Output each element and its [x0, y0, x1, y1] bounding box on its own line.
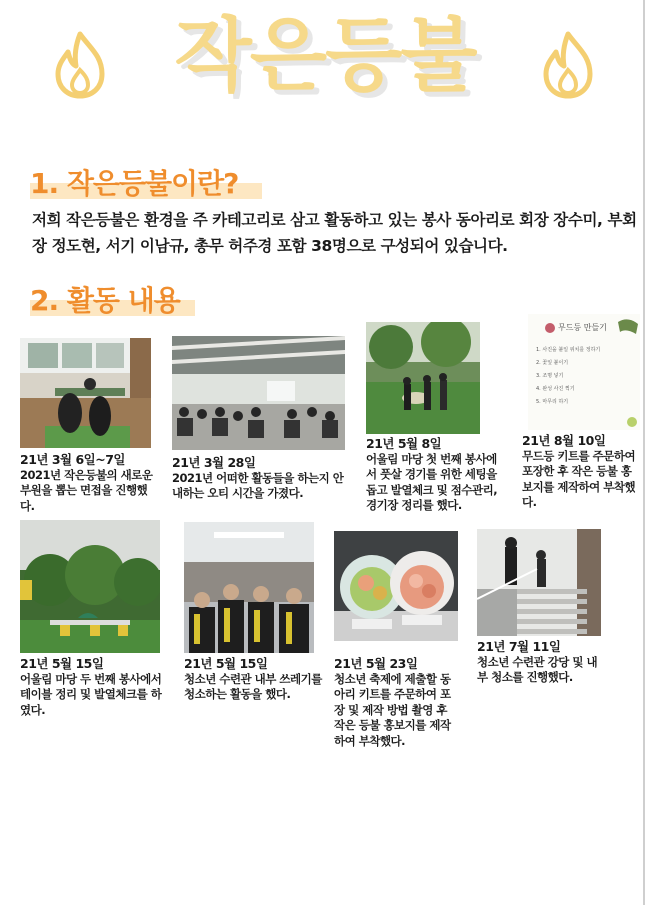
- activity-caption: [366, 436, 506, 514]
- photo-trash-cleanup: [184, 522, 314, 653]
- mood-card-line: 5. 마무리 하기: [536, 399, 569, 405]
- activity-caption: [334, 656, 458, 749]
- photo-mood-light-card: [528, 314, 640, 430]
- activity-text: 어울림 마당 두 번째 봉사에서 테이블 정리 및 발열체크를 하였다.: [20, 671, 162, 717]
- mood-card-title: 무드등 만들기: [558, 323, 607, 332]
- mood-card-line: 4. 완성 사진 찍기: [536, 386, 575, 392]
- activity-date: 21년 5월 8일: [366, 436, 442, 451]
- activity-caption: [20, 452, 154, 514]
- activity-caption: [184, 656, 332, 703]
- activity-date: 21년 3월 28일: [172, 455, 256, 470]
- flame-icon-left: [50, 30, 110, 100]
- mood-card-lines: [536, 344, 600, 409]
- activity-date: 21년 7월 11일: [477, 639, 561, 654]
- mood-card-line: 2. 꽃잎 붙이기: [536, 360, 569, 366]
- page-title: 작은등불: [174, 9, 476, 102]
- photo-stair-cleanup: [477, 529, 601, 636]
- photo-table-cleanup: [20, 520, 160, 653]
- activity-text: 무드등 키트를 주문하여 포장한 후 작은 등불 홍보지를 제작하여 부착했다.: [522, 448, 636, 509]
- section1-body: 저희 작은등불은 환경을 주 카테고리로 삼고 활동하고 있는 봉사 동아리로 회장 장수미, 부회장 정도현, 서기 이남규, 총무 허주경 포함 38명으로 구성되어 있습니다.: [32, 211, 637, 255]
- mood-card-line: 1. 사진을 붙일 위치를 정하기: [536, 347, 601, 353]
- activity-date: 21년 5월 23일: [334, 656, 418, 671]
- activity-caption: [172, 455, 350, 502]
- activity-caption: [477, 639, 607, 686]
- activity-text: 2021년 작은등불의 새로운 부원을 뽑는 면접을 진행했다.: [20, 467, 153, 513]
- activity-text: 청소년 수련관 강당 및 내부 청소를 진행했다.: [477, 654, 598, 684]
- activity-date: 21년 5월 15일: [184, 656, 268, 671]
- activity-date: 21년 5월 15일: [20, 656, 104, 671]
- activity-text: 어울림 마당 첫 번째 봉사에서 풋살 경기를 위한 세팅을 돕고 발열체크 및 점수관리, 경기장 정리를 했다.: [366, 451, 498, 512]
- section1-heading: 1. 작은등불이란?: [30, 167, 239, 200]
- photo-interview: [20, 338, 151, 448]
- mood-card-line: 3. 조명 넣기: [536, 373, 564, 379]
- page-border: [643, 0, 645, 905]
- activity-caption: [522, 433, 638, 511]
- activity-text: 청소년 축제에 제출할 동아리 키트를 주문하여 포장 및 제작 방법 촬영 후 작은 등불 홍보지를 제작하여 부착했다.: [334, 671, 451, 748]
- activity-text: 2021년 어떠한 활동들을 하는지 안내하는 오티 시간을 가졌다.: [172, 470, 344, 500]
- flame-icon-right: [538, 30, 598, 100]
- photo-mood-light-kit: [334, 531, 458, 641]
- activity-date: 21년 3월 6일~7일: [20, 452, 125, 467]
- activity-date: 21년 8월 10일: [522, 433, 606, 448]
- activity-text: 청소년 수련관 내부 쓰레기를 청소하는 활동을 했다.: [184, 671, 322, 701]
- photo-orientation: [172, 336, 345, 450]
- photo-futsal: [366, 322, 480, 434]
- section2-heading: 2. 활동 내용: [30, 284, 180, 317]
- activity-caption: [20, 656, 165, 718]
